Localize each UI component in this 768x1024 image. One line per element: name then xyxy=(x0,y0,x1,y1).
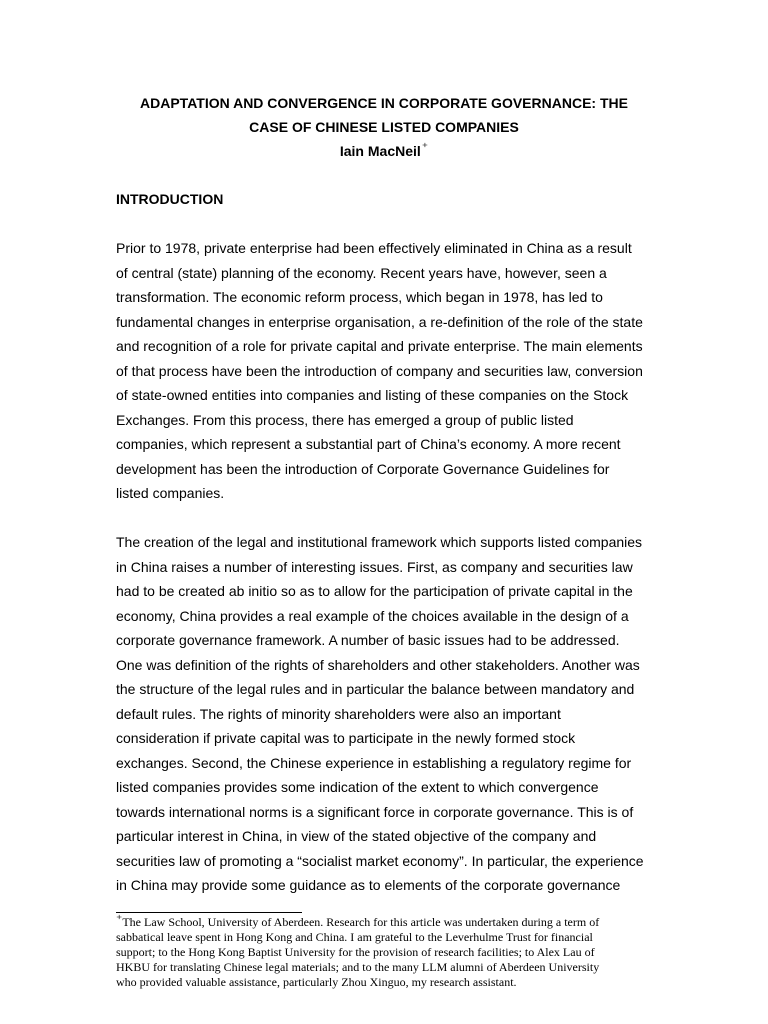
footnote-line: support; to the Hong Kong Baptist University for the provision of research facilities; to Alex Lau of xyxy=(116,945,595,959)
paragraph-line: Prior to 1978, private enterprise had been effectively eliminated in China as a result xyxy=(116,240,632,256)
author-footnote-mark: ⁺ xyxy=(421,140,429,154)
paragraph-line: in China may provide some guidance as to elements of the corporate governance xyxy=(116,877,621,893)
paragraph-line: listed companies provides some indication of the extent to which convergence xyxy=(116,779,599,795)
footnote-line: HKBU for translating Chinese legal materials; and to the many LLM alumni of Aberdeen University xyxy=(116,960,600,974)
paragraph-line: the structure of the legal rules and in particular the balance between mandatory and xyxy=(116,681,635,697)
paragraph-line: transformation. The economic reform process, which began in 1978, has led to xyxy=(116,289,603,305)
paragraph-1 xyxy=(116,236,656,506)
footnote-line xyxy=(116,912,656,930)
author-line xyxy=(116,139,652,164)
paragraph-line: companies, which represent a substantial part of China’s economy. A more recent xyxy=(116,436,621,452)
paragraph-line: of state-owned entities into companies and listing of these companies on the Stock xyxy=(116,387,629,403)
paragraph-line: Exchanges. From this process, there has emerged a group of public listed xyxy=(116,411,574,428)
paragraph-line: default rules. The rights of minority shareholders were also an important xyxy=(116,705,561,722)
paragraph-line: exchanges. Second, the Chinese experience in establishing a regulatory regime for xyxy=(116,754,632,771)
footnote-text: The Law School, University of Aberdeen. Research for this article was undertaken during a term of xyxy=(122,915,600,929)
paragraph-line: in China raises a number of interesting issues. First, as company and securities law xyxy=(116,558,633,575)
paragraph-line: consideration if private capital was to participate in the newly formed stock xyxy=(116,730,576,746)
paragraph-line: fundamental changes in enterprise organisation, a re-definition of the role of the state xyxy=(116,313,643,330)
footnote-mark: ⁺ xyxy=(116,912,123,926)
footnote-line: who provided valuable assistance, particularly Zhou Xinguo, my research assistant. xyxy=(116,975,517,989)
paragraph-2 xyxy=(116,530,656,898)
footnote xyxy=(116,912,656,990)
paragraph-line: had to be created ab initio so as to allow for the participation of private capital in the xyxy=(116,583,633,599)
paragraph-line: towards international norms is a significant force in corporate governance. This is of xyxy=(116,803,634,820)
section-heading: INTRODUCTION xyxy=(116,191,224,207)
paragraph-line: development has been the introduction of Corporate Governance Guidelines for xyxy=(116,460,610,477)
title-line-2: CASE OF CHINESE LISTED COMPANIES xyxy=(249,119,519,135)
paragraph-line: listed companies. xyxy=(116,485,225,501)
paragraph-line: economy, China provides a real example of the choices available in the design of a xyxy=(116,607,629,624)
paragraph-line: of that process have been the introduction of company and securities law, conversion xyxy=(116,362,643,379)
footnote-line: sabbatical leave spent in Hong Kong and China. I am grateful to the Leverhulme Trust for financial xyxy=(116,930,593,944)
author-name: Iain MacNeil xyxy=(339,143,421,159)
paragraph-line: particular interest in China, in view of the stated objective of the company and xyxy=(116,828,597,844)
paragraph-line: One was definition of the rights of shareholders and other stakeholders. Another was xyxy=(116,656,640,673)
paragraph-line: and recognition of a role for private capital and private enterprise. The main elements xyxy=(116,338,643,354)
footnote-separator xyxy=(116,912,302,913)
paragraph-line: The creation of the legal and institutional framework which supports listed companies xyxy=(116,534,643,550)
paragraph-line: of central (state) planning of the economy. Recent years have, however, seen a xyxy=(116,264,607,281)
paragraph-line: securities law of promoting a “socialist market economy”. In particular, the experience xyxy=(116,852,644,869)
paragraph-line: corporate governance framework. A number of basic issues had to be addressed. xyxy=(116,632,620,648)
title-line-1: ADAPTATION AND CONVERGENCE IN CORPORATE GOVERNANCE: THE xyxy=(140,95,628,111)
